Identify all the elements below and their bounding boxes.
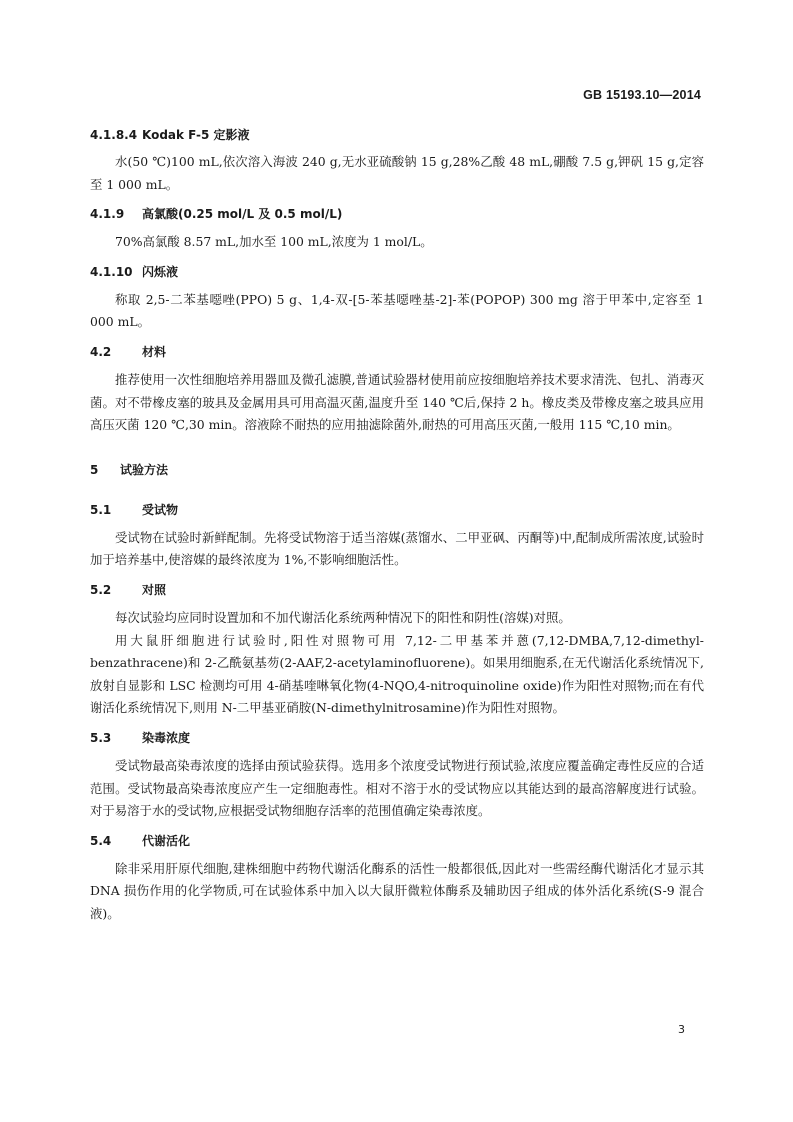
section-title: 试验方法 — [120, 462, 169, 477]
paragraph: 受试物在试验时新鲜配制。先将受试物溶于适当溶媒(蒸馏水、二甲亚砜、丙酮等)中,配制成所需浓度,试验时加于培养基中,使溶媒的最终浓度为 1%,不影响细胞活性。 — [90, 529, 704, 568]
paragraph: 每次试验均应同时设置加和不加代谢活化系统两种情况下的阳性和阴性(溶媒)对照。 — [115, 609, 571, 625]
section-heading — [90, 263, 704, 281]
section-heading — [90, 205, 704, 223]
section-number: 4.1.8.4 — [90, 128, 138, 142]
section-heading — [90, 126, 704, 144]
section-number: 5.1 — [90, 502, 112, 517]
section-heading — [90, 343, 704, 361]
section-number: 5.4 — [90, 833, 112, 848]
paragraph: 用大鼠肝细胞进行试验时,阳性对照物可用 7,12-二甲基苯并蒽(7,12-DMBA,7,12-dimethyl-benzathracene)和 2-乙酰氨基芴(2-AAF,2-acetylaminofluorene)。如果用细胞系,在无代谢活化系统情况下,放射自显影和 LSC 检测均可用 4-硝基喹啉氧化物(4-NQO,4-nitroquinoline oxide)作为阳性对照物;而在有代谢活化系统情况下,则用 N-二甲基亚硝胺(N-dimethylnitrosamine)作为阳性对照物。 — [90, 632, 704, 716]
section-number: 5.3 — [90, 730, 112, 745]
section-title: 对照 — [142, 582, 167, 597]
section-heading — [90, 581, 704, 599]
section-heading — [90, 832, 704, 850]
section-number: 5.2 — [90, 582, 112, 597]
page-number: 3 — [678, 1023, 685, 1036]
paragraph: 除非采用肝原代细胞,建株细胞中药物代谢活化酶系的活性一般都很低,因此对一些需经酶代谢活化才显示其 DNA 损伤作用的化学物质,可在试验体系中加入以大鼠肝微粒体酶系及辅助因子组成的体外活化系统(S-9 混合液)。 — [90, 860, 704, 921]
section-title: Kodak F-5 定影液 — [142, 128, 250, 142]
paragraph: 水(50 ℃)100 mL,依次溶入海波 240 g,无水亚硫酸钠 15 g,28%乙酸 48 mL,硼酸 7.5 g,钾矾 15 g,定容至 1 000 mL。 — [90, 154, 704, 192]
paragraph: 受试物最高染毒浓度的选择由预试验获得。选用多个浓度受试物进行预试验,浓度应覆盖确定毒性反应的合适范围。受试物最高染毒浓度应产生一定细胞毒性。相对不溶于水的受试物应以其能达到的最高溶解度进行试验。对于易溶于水的受试物,应根据受试物细胞存活率的范围值确定染毒浓度。 — [90, 757, 704, 819]
section-number: 5 — [90, 462, 99, 477]
standard-number: GB 15193.10—2014 — [583, 88, 701, 102]
paragraph: 称取 2,5-二苯基噁唑(PPO) 5 g、1,4-双-[5-苯基噁唑基-2]-苯(POPOP) 300 mg 溶于甲苯中,定容至 1 000 mL。 — [90, 291, 704, 330]
section-title: 染毒浓度 — [142, 730, 191, 745]
section-title: 材料 — [142, 344, 167, 359]
chapter-heading — [90, 461, 704, 479]
section-number: 4.2 — [90, 344, 112, 359]
section-number: 4.1.9 — [90, 207, 125, 222]
paragraph: 推荐使用一次性细胞培养用器皿及微孔滤膜,普通试验器材使用前应按细胞培养技术要求清洗、包扎、消毒灭菌。对不带橡皮塞的玻具及金属用具可用高温灭菌,温度升至 140 ℃后,保持 2 h。橡皮类及带橡皮塞之玻具应用高压灭菌 120 ℃,30 min。溶液除不耐热的应用抽滤除菌外,耐热的可用高压灭菌,一般用 115 ℃,10 min。 — [90, 371, 704, 433]
section-4-1-8-4 — [90, 126, 704, 144]
section-title: 高氯酸(0.25 mol/L 及 0.5 mol/L) — [142, 207, 343, 222]
section-number: 4.1.10 — [90, 264, 133, 279]
section-title: 闪烁液 — [142, 264, 179, 279]
section-heading — [90, 501, 704, 519]
document-body — [90, 126, 704, 925]
section-title: 受试物 — [142, 502, 179, 517]
section-title: 代谢活化 — [142, 833, 191, 848]
section-heading — [90, 729, 704, 747]
paragraph: 70%高氯酸 8.57 mL,加水至 100 mL,浓度为 1 mol/L。 — [115, 234, 433, 250]
